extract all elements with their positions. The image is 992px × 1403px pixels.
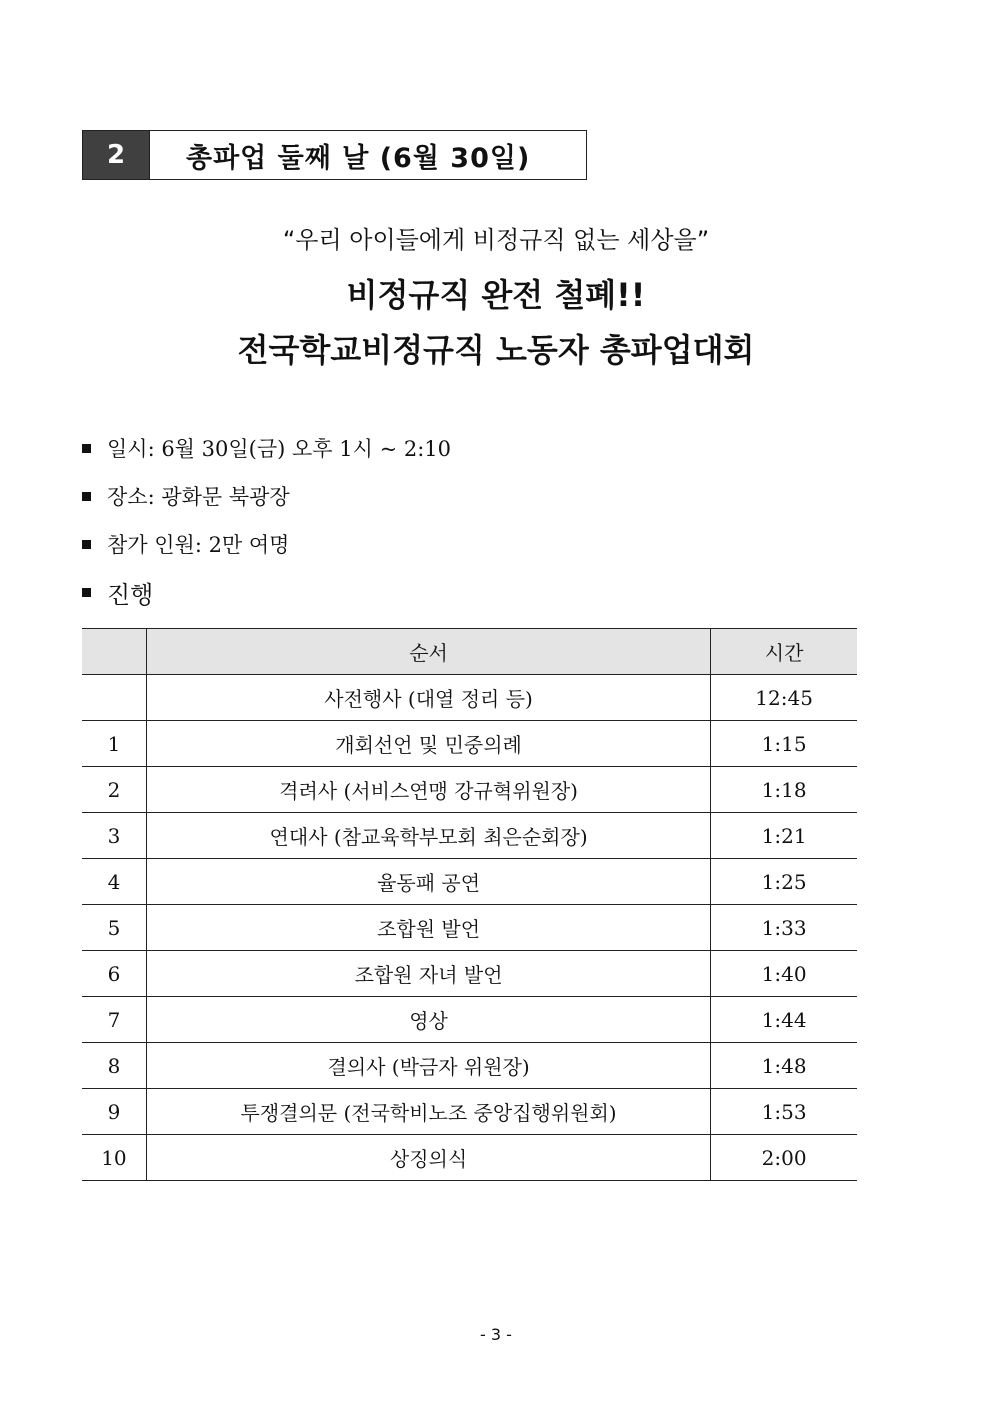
row-time: 12:45 — [711, 675, 857, 721]
row-time: 1:18 — [711, 767, 857, 813]
row-item: 상징의식 — [146, 1135, 710, 1181]
row-number — [82, 675, 146, 721]
row-time: 2:00 — [711, 1135, 857, 1181]
slogan: “우리 아이들에게 비정규직 없는 세상을” — [282, 226, 710, 254]
row-time: 1:44 — [711, 997, 857, 1043]
row-number: 6 — [82, 951, 146, 997]
square-bullet-icon — [82, 492, 91, 501]
info-progress-text: 진행 — [107, 580, 154, 609]
row-number: 3 — [82, 813, 146, 859]
row-number: 9 — [82, 1089, 146, 1135]
section-title: 총파업 둘째 날 (6월 30일) — [186, 142, 531, 174]
page-number: - 3 - — [480, 1325, 512, 1344]
row-number: 7 — [82, 997, 146, 1043]
row-number: 8 — [82, 1043, 146, 1089]
table-row — [82, 1135, 857, 1181]
row-item: 연대사 (참교육학부모회 최은순회장) — [146, 813, 710, 859]
row-item: 율동패 공연 — [146, 859, 710, 905]
info-datetime-text: 일시: 6월 30일(금) 오후 1시 ~ 2:10 — [107, 437, 451, 461]
row-number: 1 — [82, 721, 146, 767]
row-time: 1:48 — [711, 1043, 857, 1089]
table-row — [82, 721, 857, 767]
row-time: 1:21 — [711, 813, 857, 859]
row-item: 격려사 (서비스연맹 강규혁위원장) — [146, 767, 710, 813]
table-row — [82, 905, 857, 951]
table-row — [82, 813, 857, 859]
row-item: 영상 — [146, 997, 710, 1043]
row-item: 결의사 (박금자 위원장) — [146, 1043, 710, 1089]
info-attendees-text: 참가 인원: 2만 여명 — [107, 533, 290, 557]
header-number — [82, 629, 146, 675]
row-number: 5 — [82, 905, 146, 951]
table-row — [82, 675, 857, 721]
row-item: 투쟁결의문 (전국학비노조 중앙집행위원회) — [146, 1089, 710, 1135]
info-attendees — [82, 520, 451, 568]
row-item: 사전행사 (대열 정리 등) — [146, 675, 710, 721]
section-number: 2 — [83, 131, 150, 179]
headline-secondary: 전국학교비정규직 노동자 총파업대회 — [237, 331, 755, 369]
square-bullet-icon — [82, 540, 91, 549]
row-item: 조합원 발언 — [146, 905, 710, 951]
header-time: 시간 — [711, 629, 857, 675]
row-time: 1:33 — [711, 905, 857, 951]
row-item: 조합원 자녀 발언 — [146, 951, 710, 997]
row-number: 10 — [82, 1135, 146, 1181]
header-order: 순서 — [146, 629, 710, 675]
table-row — [82, 859, 857, 905]
row-time: 1:53 — [711, 1089, 857, 1135]
row-time: 1:15 — [711, 721, 857, 767]
table-row — [82, 951, 857, 997]
table-row — [82, 767, 857, 813]
row-time: 1:40 — [711, 951, 857, 997]
square-bullet-icon — [82, 444, 91, 453]
headline-primary: 비정규직 완전 철폐!! — [346, 276, 646, 314]
table-row — [82, 1089, 857, 1135]
info-list — [82, 424, 451, 616]
row-item: 개회선언 및 민중의례 — [146, 721, 710, 767]
info-datetime — [82, 424, 451, 472]
square-bullet-icon — [82, 588, 91, 597]
info-place — [82, 472, 451, 520]
row-time: 1:25 — [711, 859, 857, 905]
section-header — [82, 130, 587, 180]
program-table — [82, 628, 857, 1181]
row-number: 4 — [82, 859, 146, 905]
table-header-row — [82, 629, 857, 675]
row-number: 2 — [82, 767, 146, 813]
info-progress — [82, 568, 451, 616]
table-row — [82, 997, 857, 1043]
info-place-text: 장소: 광화문 북광장 — [107, 485, 290, 509]
table-row — [82, 1043, 857, 1089]
